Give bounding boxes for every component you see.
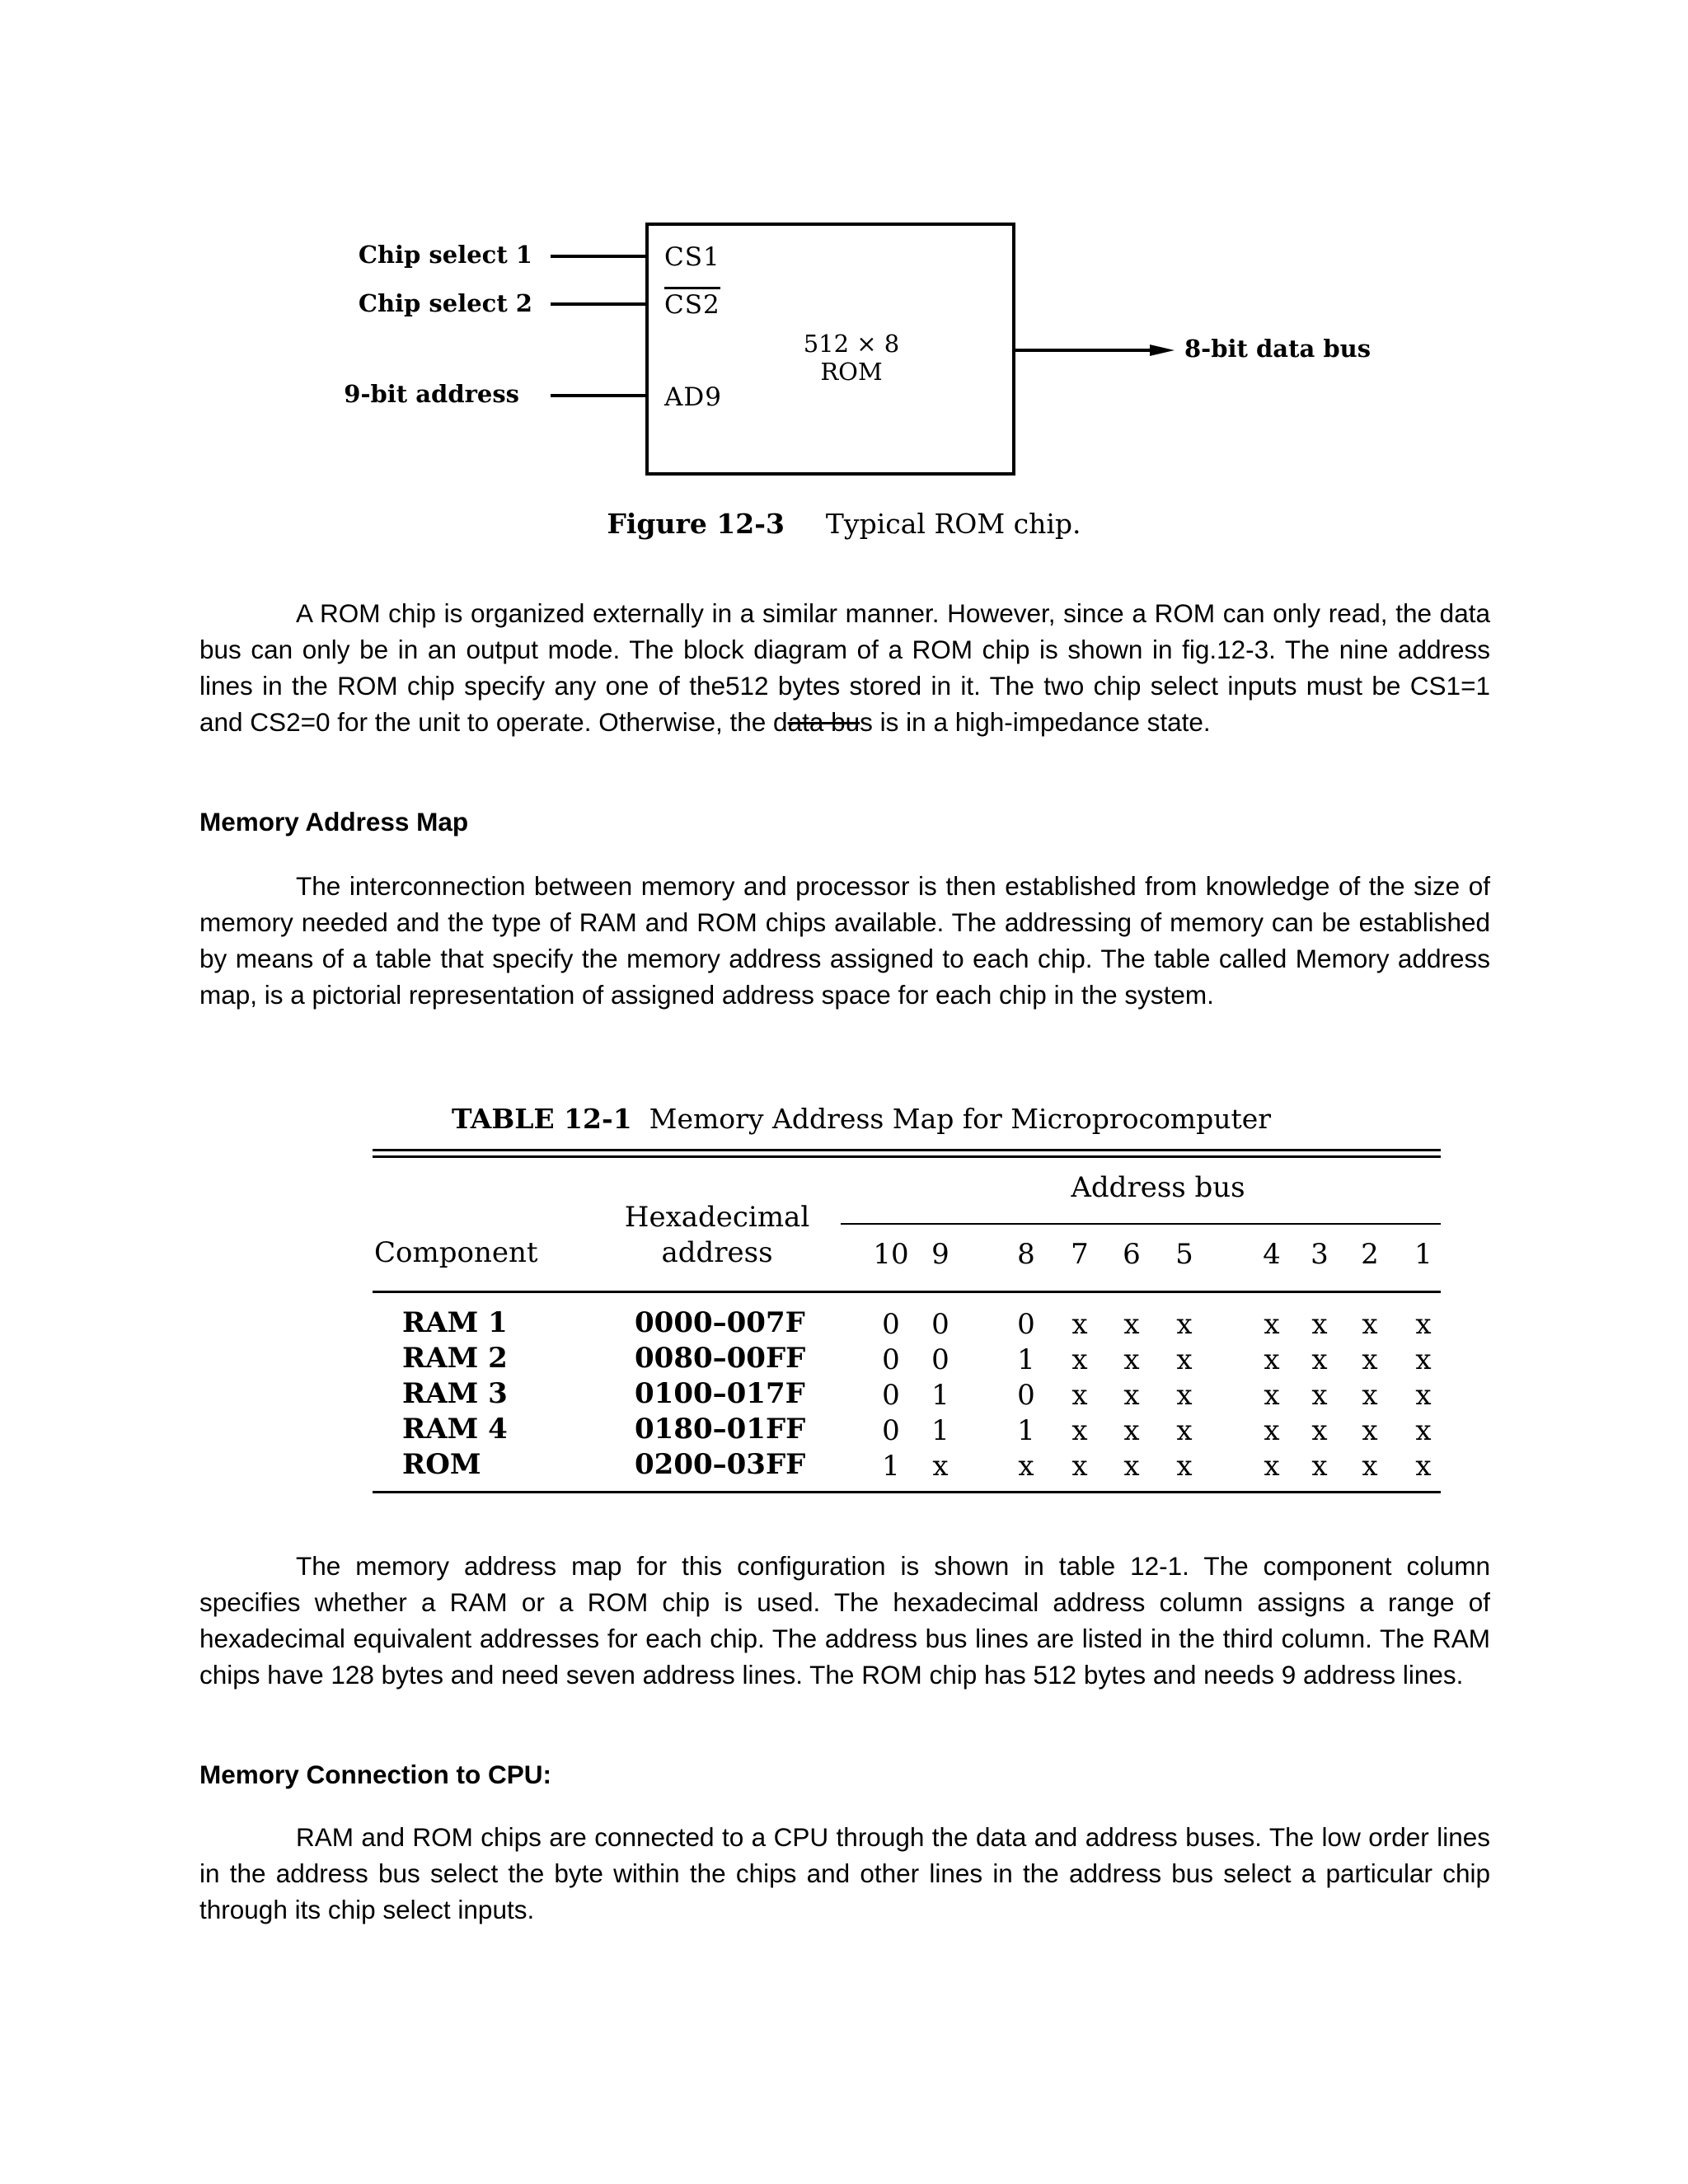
chip-size-label: 512 × 8 bbox=[803, 330, 900, 358]
bit-cell: 0 bbox=[882, 1414, 900, 1447]
address-label: 9-bit address bbox=[344, 380, 519, 408]
address-cell: 0080–00FF bbox=[635, 1342, 806, 1375]
bit-cell: x bbox=[1415, 1343, 1432, 1376]
bit-header: 6 bbox=[1123, 1238, 1141, 1271]
component-cell: RAM 1 bbox=[402, 1306, 508, 1339]
bit-cell: x bbox=[1123, 1414, 1140, 1447]
bit-header: 7 bbox=[1071, 1238, 1089, 1271]
bit-cell: x bbox=[1071, 1308, 1088, 1341]
memory-connection-heading: Memory Connection to CPU: bbox=[199, 1760, 552, 1789]
bit-cell: x bbox=[932, 1450, 949, 1483]
bit-cell: x bbox=[1123, 1308, 1140, 1341]
bit-cell: x bbox=[1176, 1414, 1193, 1447]
bit-header: 2 bbox=[1361, 1238, 1379, 1271]
cpu-connection-text: RAM and ROM chips are connected to a CPU through the data and address buses. The low order lines in the address bus select the byte within the chips and other lines in the address bus select a particular chip through its chip select inputs. bbox=[199, 1822, 1490, 1924]
bit-cell: 0 bbox=[931, 1308, 950, 1341]
cs1-pin: CS1 bbox=[664, 242, 720, 272]
bit-cell: x bbox=[1176, 1343, 1193, 1376]
bit-cell: x bbox=[1176, 1379, 1193, 1412]
rom-block-diagram bbox=[0, 0, 1688, 494]
bit-cell: x bbox=[1018, 1450, 1034, 1483]
bit-cell: x bbox=[1362, 1308, 1378, 1341]
rom-intro-text-end: s is in a high-impedance state. bbox=[860, 707, 1211, 737]
component-cell: ROM bbox=[402, 1448, 481, 1481]
header-rule bbox=[373, 1291, 1441, 1293]
bit-cell: 0 bbox=[1017, 1308, 1035, 1341]
table-description-text: The memory address map for this configuration is shown in table 12-1. The component column specifies whether a RAM or a ROM chip is used. The hexadecimal address column assigns a range of hexadecimal equivalent addresses for each chip. The address bus lines are listed in the third column. The RAM chips have 128 bytes and need seven address lines. The ROM chip has 512 bytes and needs 9 address lines. bbox=[199, 1551, 1490, 1690]
figure-caption bbox=[0, 508, 1688, 540]
rom-intro-paragraph bbox=[199, 595, 1490, 740]
bit-header: 4 bbox=[1263, 1238, 1281, 1271]
bit-cell: x bbox=[1264, 1414, 1280, 1447]
bit-header: 10 bbox=[873, 1238, 909, 1271]
hex-header-line2: address bbox=[661, 1236, 773, 1269]
bit-cell: x bbox=[1264, 1379, 1280, 1412]
bit-cell: 1 bbox=[882, 1450, 900, 1483]
bit-cell: x bbox=[1071, 1450, 1088, 1483]
memory-address-map-heading: Memory Address Map bbox=[199, 807, 469, 837]
component-cell: RAM 3 bbox=[402, 1377, 508, 1410]
struck-text: ata bu bbox=[787, 707, 860, 737]
chip-select-1-label: Chip select 1 bbox=[358, 241, 532, 269]
table-description-paragraph bbox=[199, 1548, 1490, 1693]
bit-cell: x bbox=[1311, 1379, 1328, 1412]
bit-cell: x bbox=[1311, 1414, 1328, 1447]
cpu-connection-paragraph bbox=[199, 1819, 1490, 1928]
bit-header: 5 bbox=[1175, 1238, 1193, 1271]
chip-type-label: ROM bbox=[820, 358, 883, 386]
component-cell: RAM 2 bbox=[402, 1342, 508, 1375]
bit-cell: 0 bbox=[931, 1343, 950, 1376]
table-top-rule bbox=[373, 1149, 1441, 1151]
bit-cell: x bbox=[1176, 1450, 1193, 1483]
bit-header: 1 bbox=[1414, 1238, 1432, 1271]
bit-cell: x bbox=[1362, 1450, 1378, 1483]
table-bottom-rule bbox=[373, 1491, 1441, 1493]
bit-cell: x bbox=[1415, 1308, 1432, 1341]
chip-select-2-label: Chip select 2 bbox=[358, 289, 532, 317]
bit-cell: x bbox=[1176, 1308, 1193, 1341]
bit-cell: x bbox=[1123, 1450, 1140, 1483]
bit-cell: 0 bbox=[1017, 1379, 1035, 1412]
table-top-rule-2 bbox=[373, 1155, 1441, 1158]
address-cell: 0100–017F bbox=[635, 1377, 805, 1410]
memory-map-text: The interconnection between memory and processor is then established from knowledge of the size of memory needed and the type of RAM and ROM chips available. The addressing of memory can be established by means of a table that specify the memory address assigned to each chip. The table called Memory address map, is a pictorial representation of assigned address space for each chip in the system. bbox=[199, 871, 1490, 1010]
bit-cell: x bbox=[1123, 1343, 1140, 1376]
bit-header: 8 bbox=[1017, 1238, 1035, 1271]
bit-cell: 0 bbox=[882, 1343, 900, 1376]
bit-cell: 0 bbox=[882, 1308, 900, 1341]
bit-cell: x bbox=[1311, 1308, 1328, 1341]
address-bus-rule bbox=[841, 1223, 1441, 1225]
bit-cell: x bbox=[1311, 1450, 1328, 1483]
bit-header: 3 bbox=[1311, 1238, 1329, 1271]
bit-cell: x bbox=[1415, 1379, 1432, 1412]
bit-cell: x bbox=[1071, 1379, 1088, 1412]
bit-cell: 1 bbox=[931, 1414, 950, 1447]
bit-header: 9 bbox=[931, 1238, 950, 1271]
bit-cell: x bbox=[1264, 1343, 1280, 1376]
data-bus-arrowhead bbox=[1150, 344, 1175, 356]
cs2-pin: CS2 bbox=[664, 287, 720, 318]
table-number: TABLE 12-1 bbox=[452, 1103, 632, 1135]
table-title bbox=[452, 1103, 1271, 1135]
address-cell: 0180–01FF bbox=[635, 1413, 806, 1446]
hex-header-line1: Hexadecimal bbox=[624, 1201, 810, 1234]
bit-cell: 1 bbox=[931, 1379, 950, 1412]
bit-cell: x bbox=[1415, 1414, 1432, 1447]
bit-cell: x bbox=[1362, 1379, 1378, 1412]
bit-cell: x bbox=[1362, 1414, 1378, 1447]
address-bus-header: Address bus bbox=[1071, 1171, 1245, 1204]
figure-number: Figure 12-3 bbox=[607, 508, 785, 540]
bit-cell: 1 bbox=[1017, 1343, 1035, 1376]
rom-intro-text: A ROM chip is organized externally in a similar manner. However, since a ROM can only read, the data bus can only be in an output mode. The block diagram of a ROM chip is shown in fig.12-3. The nine address lines in the ROM chip specify any one of the512 bytes stored in it. The two chip select inputs must be CS1=1 and CS2=0 for the unit to operate. Otherwise, the d bbox=[199, 598, 1490, 737]
bit-cell: 1 bbox=[1017, 1414, 1035, 1447]
bit-cell: x bbox=[1123, 1379, 1140, 1412]
component-cell: RAM 4 bbox=[402, 1413, 508, 1446]
bit-cell: x bbox=[1311, 1343, 1328, 1376]
bit-cell: x bbox=[1362, 1343, 1378, 1376]
table-title-text: Memory Address Map for Microprocomputer bbox=[649, 1103, 1272, 1135]
bit-cell: x bbox=[1415, 1450, 1432, 1483]
bit-cell: x bbox=[1264, 1450, 1280, 1483]
data-bus-label: 8-bit data bus bbox=[1184, 335, 1372, 363]
bit-cell: x bbox=[1071, 1343, 1088, 1376]
memory-map-paragraph bbox=[199, 868, 1490, 1013]
figure-title: Typical ROM chip. bbox=[825, 508, 1081, 540]
component-header: Component bbox=[374, 1236, 538, 1269]
bit-cell: 0 bbox=[882, 1379, 900, 1412]
address-cell: 0000–007F bbox=[635, 1306, 805, 1339]
address-cell: 0200–03FF bbox=[635, 1448, 806, 1481]
bit-cell: x bbox=[1264, 1308, 1280, 1341]
ad9-pin: AD9 bbox=[664, 382, 722, 412]
bit-cell: x bbox=[1071, 1414, 1088, 1447]
